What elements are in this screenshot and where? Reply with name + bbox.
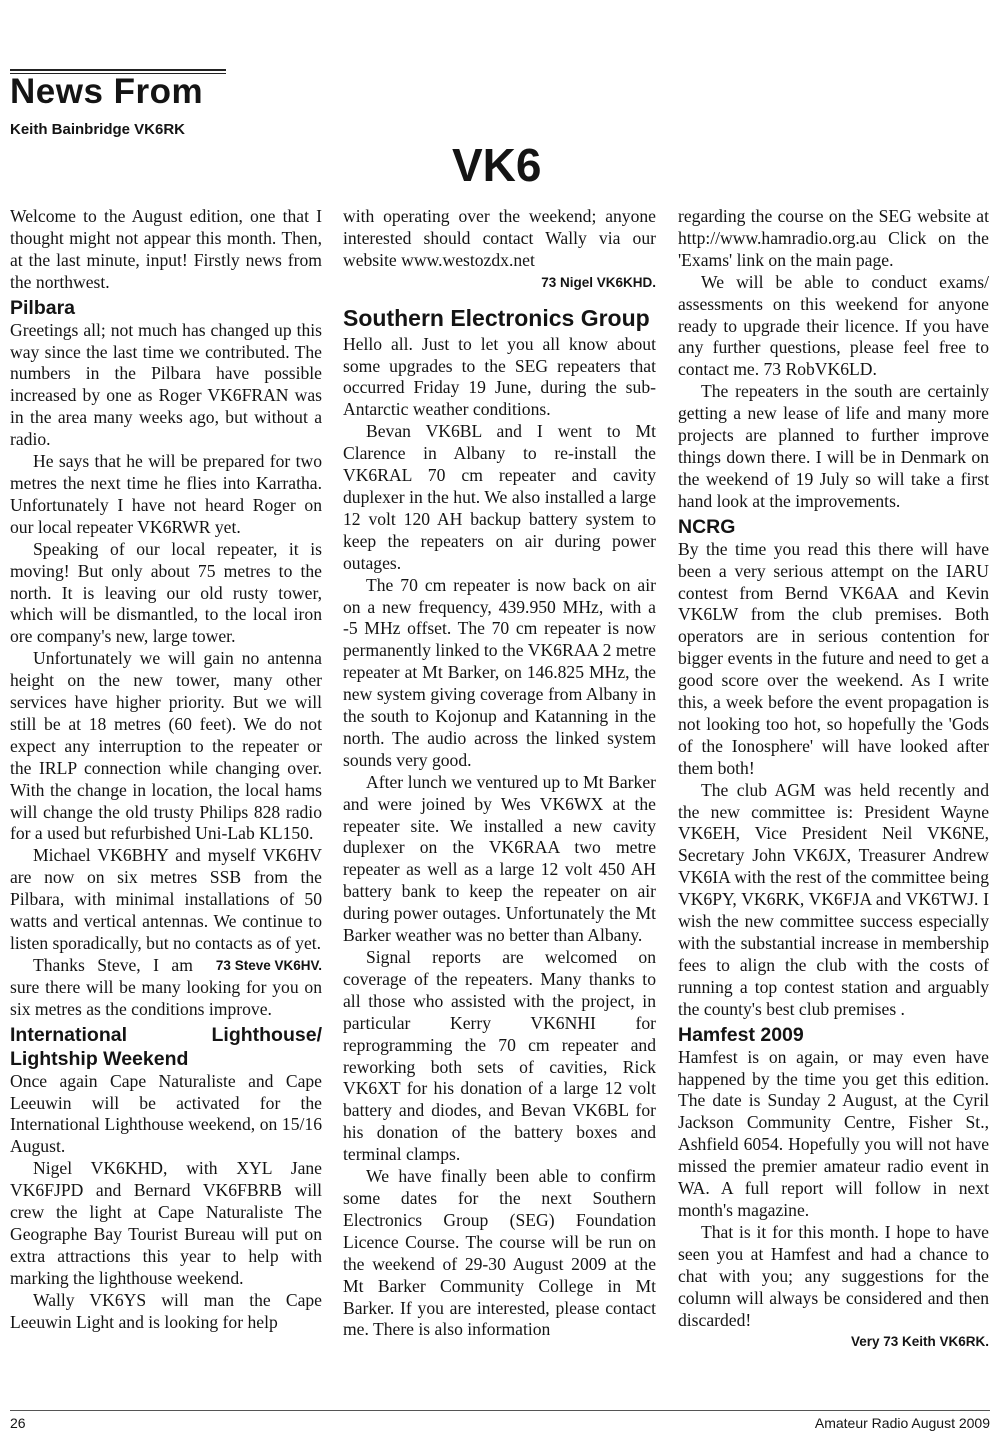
column-3 <box>678 206 989 1353</box>
section-heading-ncrg: NCRG <box>678 515 736 538</box>
paragraph: The club AGM was held recently and the new committee is: President Wayne VK6EH, Vice President Neil VK6NE, Secretary John VK6JX, Treasurer Andrew VK6IA with the rest of the committee being VK6PY, VK6RK, VK6FJA and VK6TWJ. I wish the new committee success especially with the substantial increase in membership fees to align the club with the costs of running a top contest station and arguably the county's best club premises . <box>678 779 989 1019</box>
paragraph: We have finally been able to confirm some dates for the next Southern Electronics Group (SEG) Foundation Licence Course. The course will be run on the weekend of 29-30 August 2009 at the Mt Barker Community College in Mt Barker. If you are interested, please contact me. There is also information <box>343 1166 656 1340</box>
paragraph: By the time you read this there will have been a very serious attempt on the IARU contest from Bernd VK6AA and Kevin VK6LW from the club premises. Both operators are in serious contention for bigger events in the future and need to get a good score over the weekend. As I write this, a week before the event propagation is not looking too hot, so hopefully the 'Gods of the Ionosphere' will have looked after them both! <box>678 538 989 778</box>
paragraph <box>10 845 322 973</box>
publication-footer: Amateur Radio August 2009 <box>814 1415 990 1431</box>
paragraph: regarding the course on the SEG website at http://www.hamradio.org.au Click on the 'Exams' link on the main page. <box>678 206 989 270</box>
region-title: VK6 <box>452 139 542 191</box>
signature: 73 Nigel VK6KHD. <box>541 274 656 290</box>
intro-paragraph: Welcome to the August edition, one that I thought might not appear this month. Then, at the last minute, input! Firstly news from the northwest. <box>10 206 322 292</box>
column-1 <box>10 206 322 1334</box>
column-2 <box>343 206 656 1341</box>
paragraph: Greetings all; not much has changed up this way since the last time we contributed. The numbers in the Pilbara have possible increased by one as Roger VK6FRAN was in the area many weeks ago, but without a radio. <box>10 319 322 450</box>
paragraph: Bevan VK6BL and I went to Mt Clarence in Albany to re-install the VK6RAL 70 cm repeater and cavity duplexer in the hut. We also installed a large 12 volt 120 AH backup battery system to keep the repeaters on air during power outages. <box>343 421 656 573</box>
section-heading-lighthouse: International Lighthouse/ Lightship Weekend <box>10 1023 322 1070</box>
paragraph: The 70 cm repeater is now back on air on a new frequency, 439.950 MHz, with a -5 MHz offset. The 70 cm repeater is now permanently linked to the VK6RAA 2 metre repeater at Mt Barker, on 146.825 MHz, the new system giving coverage from Albany in the south to Kojonup and Katanning in the north. The audio across the linked system sounds very good. <box>343 574 656 770</box>
masthead-rule <box>10 69 226 71</box>
byline: Keith Bainbridge VK6RK <box>10 121 186 138</box>
section-heading-hamfest: Hamfest 2009 <box>678 1023 804 1046</box>
paragraph: Nigel VK6KHD, with XYL Jane VK6FJPD and Bernard VK6FBRB will crew the light at Cape Naturaliste The Geographe Bay Tourist Bureau will put on extra attractions this year to help with marking the lighthouse weekend. <box>10 1158 322 1288</box>
signature: 73 Steve VK6HV. <box>215 957 322 973</box>
signature: Very 73 Keith VK6RK. <box>850 1334 989 1350</box>
section-heading-seg: Southern Electronics Group <box>343 304 650 331</box>
paragraph: Unfortunately we will gain no antenna height on the new tower, many other services have higher priority. But we will still be at 18 metres (60 feet). We do not expect any interruption to the repeater or the IRLP connection while changing over. With the change in location, the local hams will change the old trusty Philips 828 radio for a used but refurbished Uni-Lab KL150. <box>10 648 322 844</box>
paragraph: Speaking of our local repeater, it is moving! But only about 75 metres to the north. It is leaving our old rusty tower, which will be dismantled, to the local iron ore company's new, large tower. <box>10 538 322 647</box>
paragraph: We will be able to conduct exams/ assessments on this weekend for anyone ready to upgrade their licence. If you have any further questions, please feel free to contact me. 73 RobVK6LD. <box>678 271 989 380</box>
paragraph: Wally VK6YS will man the Cape Leeuwin Light and is looking for help <box>10 1289 322 1332</box>
paragraph: The repeaters in the south are certainly getting a new lease of life and many more projects are planned to further improve things down there. I will be in Denmark on the weekend of 19 July so will take a first hand look at the improvements. <box>678 381 989 511</box>
paragraph: with operating over the weekend; anyone interested should contact Wally via our website www.westozdx.net <box>343 206 656 270</box>
page-number: 26 <box>10 1415 26 1431</box>
section-heading-pilbara: Pilbara <box>10 296 76 319</box>
paragraph: Thanks Steve, I am sure there will be many looking for you on six metres as the conditions improve. <box>10 954 322 1019</box>
paragraph: That is it for this month. I hope to have seen you at Hamfest and had a chance to chat with you; any suggestions for the column will always be considered and then discarded! <box>678 1221 989 1330</box>
footer-rule <box>10 1410 990 1411</box>
paragraph: Once again Cape Naturaliste and Cape Leeuwin will be activated for the International Lighthouse weekend, on 15/16 August. <box>10 1070 322 1157</box>
paragraph: Hamfest is on again, or may even have happened by the time you get this edition. The date is Sunday 2 August, at the Cyril Jackson Community Centre, Fisher St., Ashfield 6054. Hopefully you will not have missed the premier amateur radio event in WA. A full report will follow in next month's magazine. <box>678 1046 989 1220</box>
paragraph: After lunch we ventured up to Mt Barker and were joined by Wes VK6WX at the repeater site. We installed a new cavity duplexer on the VK6RAA two metre repeater as well as a large 12 volt 450 AH battery bank to keep the repeater on air during power outages. Unfortunately the Mt Barker weather was no better than Albany. <box>343 771 656 946</box>
column-title: News From <box>10 72 204 111</box>
paragraph: Hello all. Just to let you all know about some upgrades to the SEG repeaters that occurred Friday 19 June, during the sub-Antarctic weather conditions. <box>343 333 656 420</box>
paragraph: Signal reports are welcomed on coverage of the repeaters. Many thanks to all those who assisted with the project, in particular Kerry VK6NHI for reprogramming the 70 cm repeater and reworking both sets of cavities, Rick VK6XT for his donation of a large 12 volt battery and diodes, and Bevan VK6BL for his donation of the battery boxes and terminal clamps. <box>343 947 656 1165</box>
paragraph: He says that he will be prepared for two metres the next time he flies into Karratha. Unfortunately I have not heard Roger on our local repeater VK6RWR yet. <box>10 451 322 537</box>
paragraph-text: Michael VK6BHY and myself VK6HV are now on six metres SSB from the Pilbara, with minimal installations of 50 watts and vertical antennas. We continue to listen sporadically, but no contacts as of yet. <box>10 845 322 953</box>
